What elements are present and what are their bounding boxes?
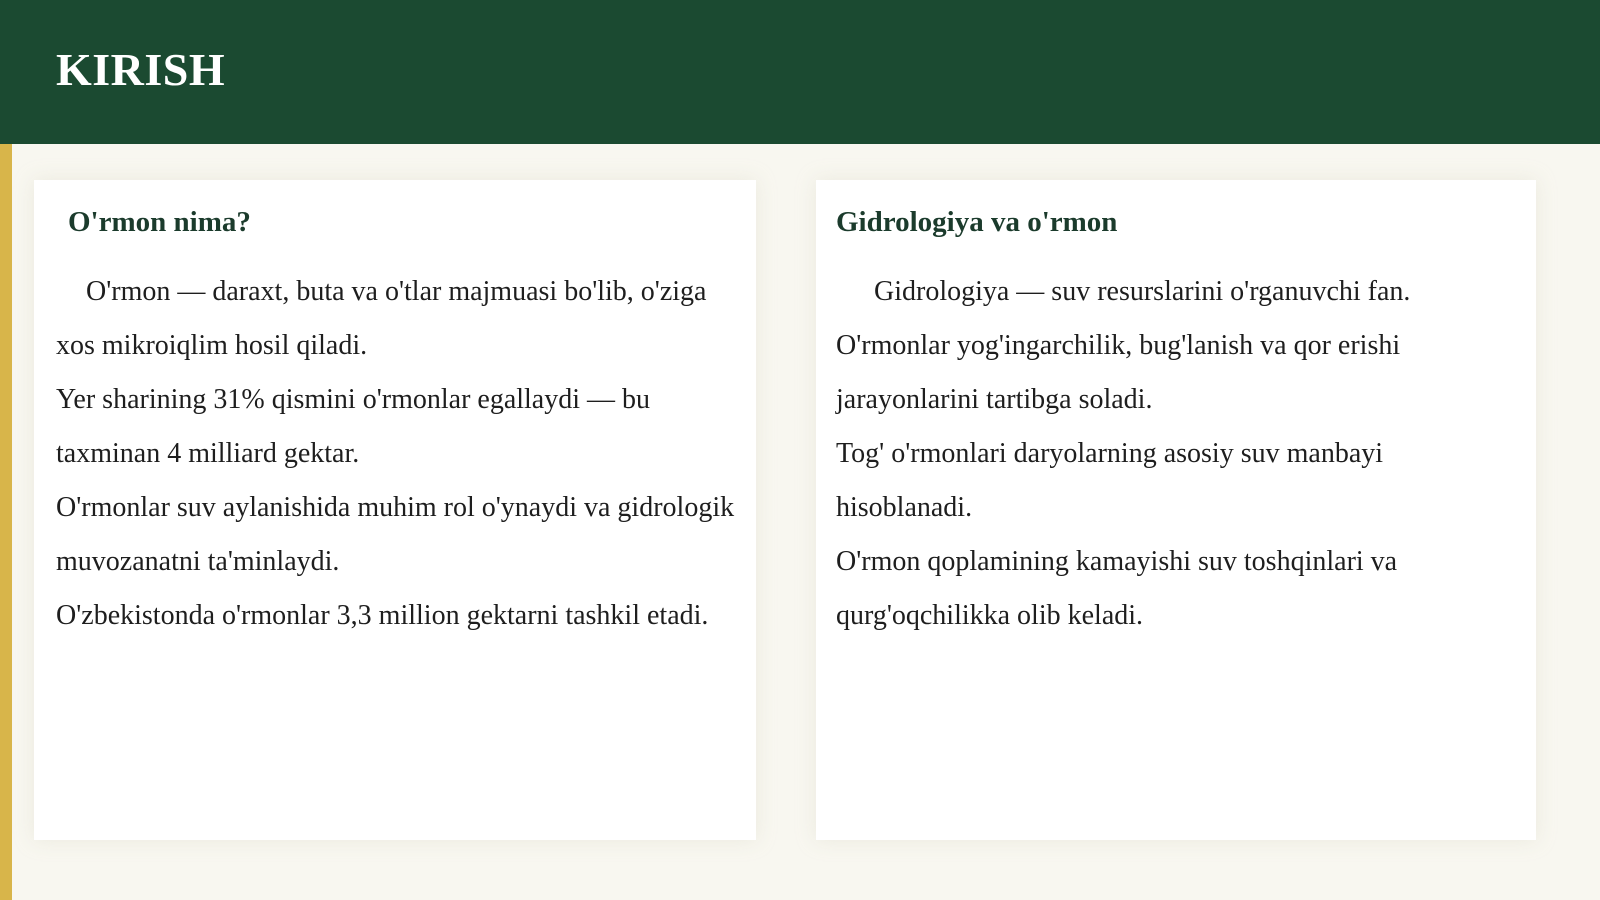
paragraph: O'zbekistonda o'rmonlar 3,3 million gektarni tashkil etadi. (56, 600, 709, 631)
slide-title: KIRISH (56, 44, 226, 95)
card-body (56, 265, 736, 643)
accent-bar (0, 144, 12, 900)
paragraph: O'rmon — daraxt, buta va o'tlar majmuasi bo'lib, o'ziga xos mikroiqlim hosil qiladi. (56, 276, 707, 361)
paragraph: O'rmonlar suv aylanishida muhim rol o'ynaydi va gidrologik muvozanatni ta'minlaydi. (56, 492, 735, 577)
paragraph: Yer sharining 31% qismini o'rmonlar egallaydi — bu taxminan 4 milliard gektar. (56, 384, 651, 469)
card-hydrology-and-forest (816, 180, 1536, 840)
card-title: O'rmon nima? (68, 206, 251, 238)
paragraph: O'rmon qoplamining kamayishi suv toshqinlari va qurg'oqchilikka olib keladi. (836, 546, 1398, 631)
slide-header (0, 0, 1600, 144)
card-body (836, 265, 1516, 643)
paragraph: Gidrologiya — suv resurslarini o'rganuvchi fan. (874, 276, 1411, 307)
card-title: Gidrologiya va o'rmon (836, 206, 1118, 238)
card-what-is-forest (34, 180, 756, 840)
paragraph: O'rmonlar yog'ingarchilik, bug'lanish va qor erishi jarayonlarini tartibga soladi. (836, 330, 1401, 415)
paragraph: Tog' o'rmonlari daryolarning asosiy suv manbayi hisoblanadi. (836, 438, 1384, 523)
